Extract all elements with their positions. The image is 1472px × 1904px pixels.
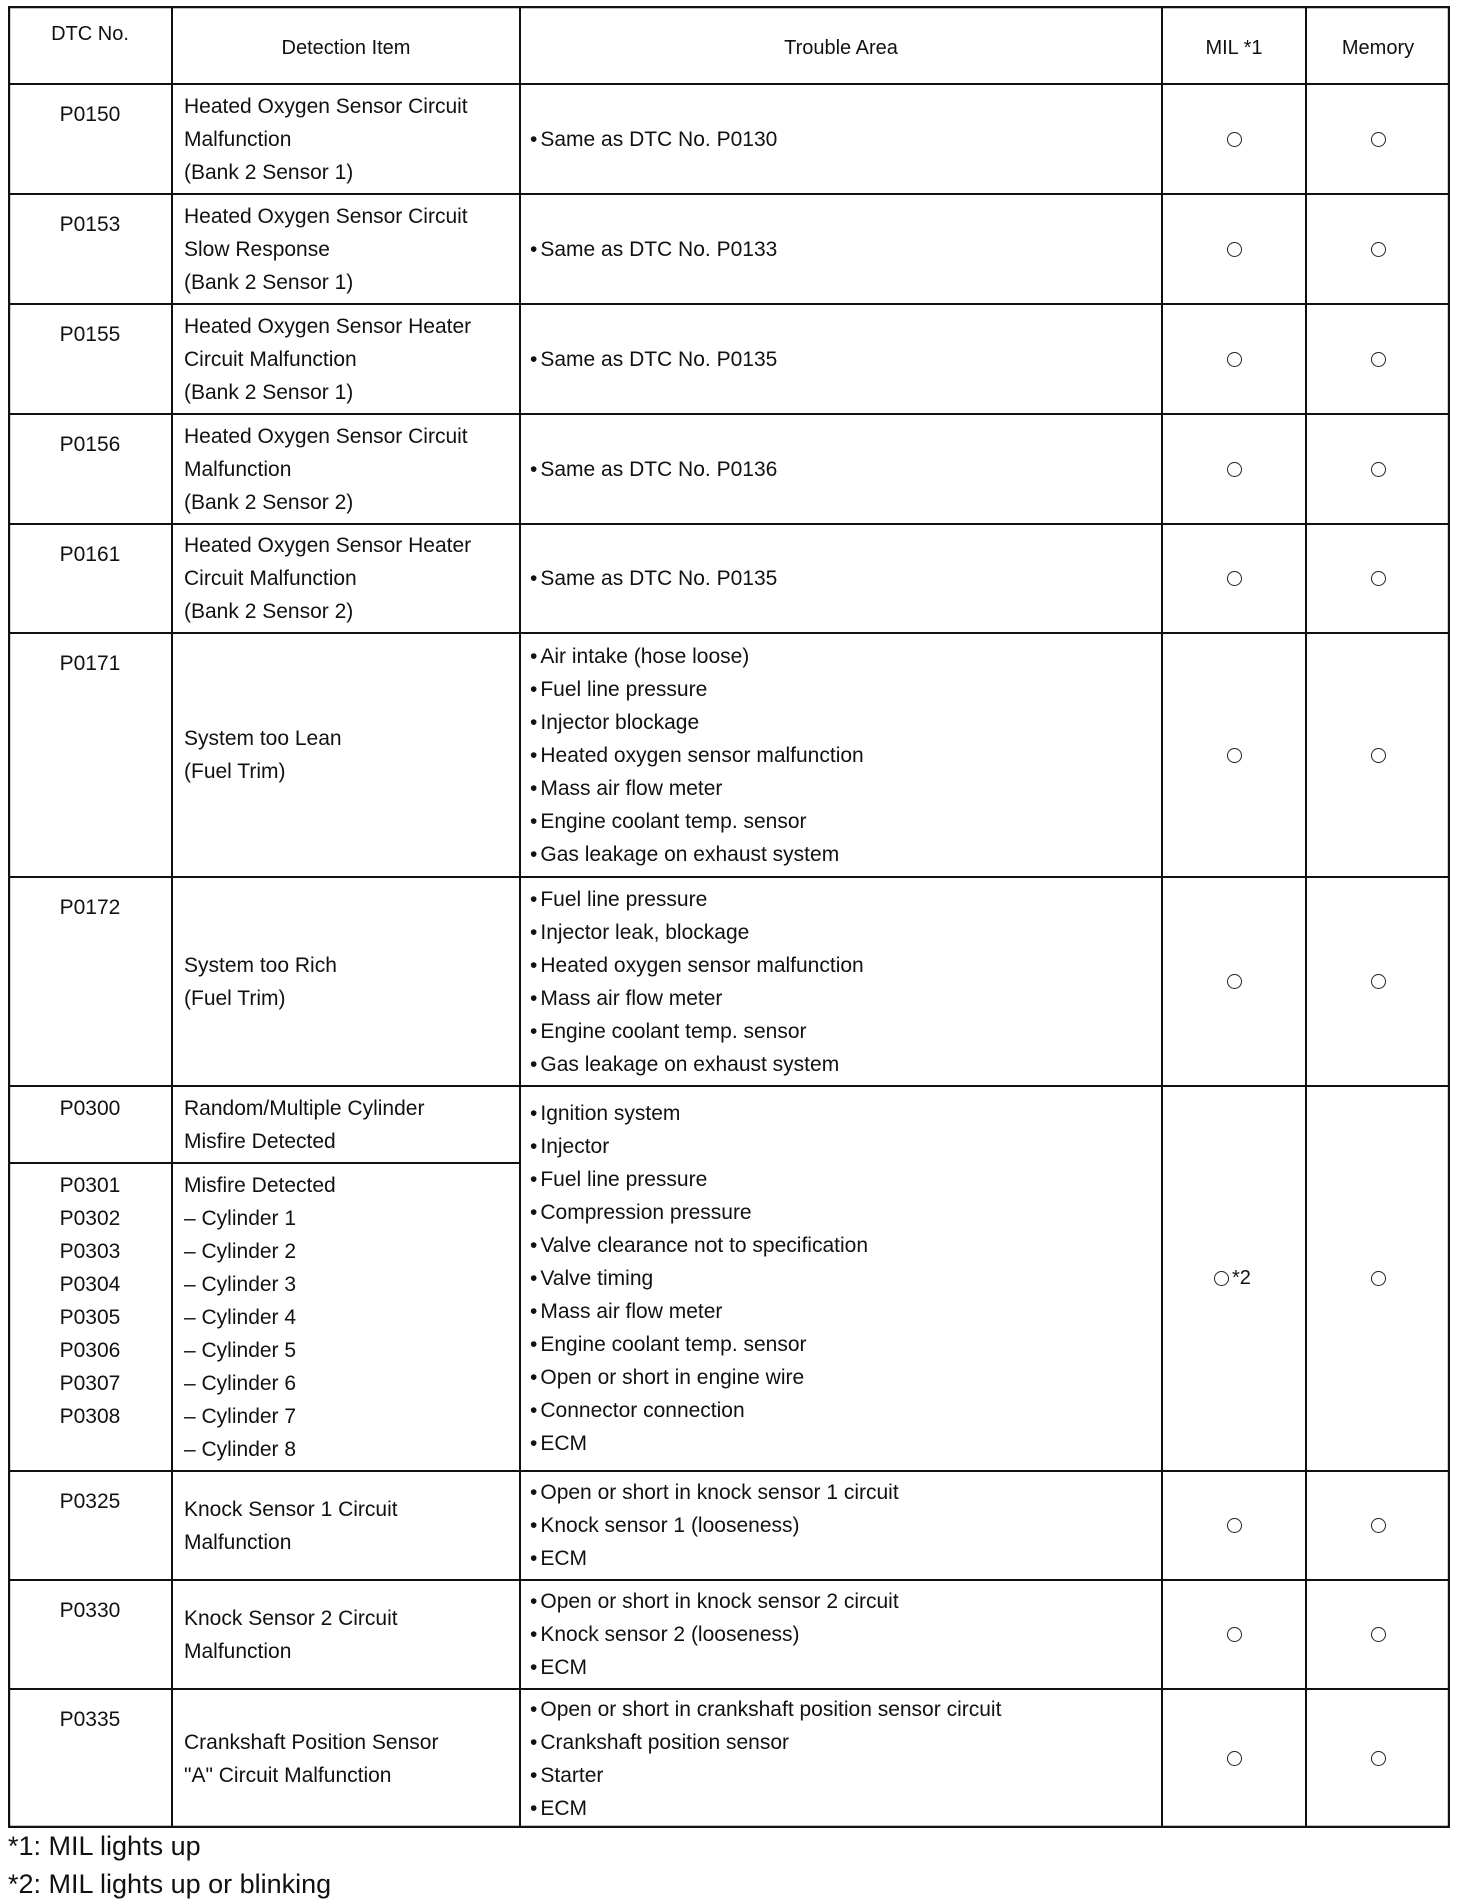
trouble-area-item: • Air intake (hose loose)	[530, 640, 749, 673]
mil-circle-icon	[1227, 242, 1242, 257]
dtc-code: P0306	[59, 1339, 121, 1362]
detection-item: – Cylinder 8	[184, 1438, 297, 1461]
dtc-code: P0302	[59, 1207, 121, 1230]
trouble-area-item: • Open or short in crankshaft position sensor circuit	[530, 1693, 1001, 1726]
header-area: Trouble Area	[784, 37, 898, 59]
detection-item: Crankshaft Position Sensor	[184, 1730, 439, 1754]
memory-circle-icon	[1371, 748, 1386, 763]
dtc-code: P0325	[59, 1490, 121, 1513]
trouble-area-item: • Mass air flow meter	[530, 772, 722, 805]
detection-item: (Bank 2 Sensor 1)	[184, 270, 354, 294]
dtc-code: P0301	[59, 1174, 121, 1197]
detection-item: (Bank 2 Sensor 1)	[184, 160, 354, 184]
detection-item: – Cylinder 3	[184, 1273, 297, 1296]
memory-circle-icon	[1371, 1751, 1386, 1766]
mil-note: *2	[1232, 1267, 1251, 1289]
detection-item: – Cylinder 2	[184, 1240, 297, 1263]
trouble-area-item: • Open or short in knock sensor 1 circuit	[530, 1476, 899, 1509]
trouble-area-item: • ECM	[530, 1651, 587, 1684]
detection-item: (Bank 2 Sensor 2)	[184, 490, 354, 514]
detection-item: Knock Sensor 1 Circuit	[184, 1497, 398, 1521]
memory-circle-icon	[1371, 242, 1386, 257]
detection-item: Malfunction	[184, 1530, 292, 1554]
dtc-code: P0304	[59, 1273, 121, 1296]
memory-circle-icon	[1371, 352, 1386, 367]
detection-item: (Bank 2 Sensor 1)	[184, 380, 354, 404]
trouble-area-item: • Fuel line pressure	[530, 673, 707, 706]
mil-circle-icon	[1227, 352, 1242, 367]
memory-circle-icon	[1371, 1271, 1386, 1286]
dtc-code: P0171	[59, 652, 121, 675]
detection-item: Heated Oxygen Sensor Circuit	[184, 204, 468, 228]
detection-item: – Cylinder 4	[184, 1306, 297, 1329]
trouble-area-item: • Open or short in engine wire	[530, 1361, 804, 1394]
mil-circle-icon	[1227, 132, 1242, 147]
dtc-code: P0156	[59, 433, 121, 456]
trouble-area-item: • Mass air flow meter	[530, 982, 722, 1015]
trouble-area-item: • Ignition system	[530, 1097, 680, 1130]
detection-item: Random/Multiple Cylinder	[184, 1097, 425, 1120]
detection-item: System too Lean	[184, 727, 342, 750]
trouble-area-item: • Engine coolant temp. sensor	[530, 1015, 807, 1048]
detection-item: Slow Response	[184, 237, 330, 261]
dtc-code: P0172	[59, 896, 121, 919]
trouble-area-item: • Injector leak, blockage	[530, 916, 749, 949]
trouble-area-item: • Compression pressure	[530, 1196, 752, 1229]
detection-item: Heated Oxygen Sensor Heater	[184, 534, 472, 557]
footnote-2: *2: MIL lights up or blinking	[8, 1869, 332, 1899]
detection-item: Misfire Detected	[184, 1130, 336, 1153]
trouble-area-item: • Engine coolant temp. sensor	[530, 805, 807, 838]
trouble-area-item: • Starter	[530, 1759, 603, 1792]
detection-item: – Cylinder 5	[184, 1339, 297, 1362]
detection-item: Circuit Malfunction	[184, 567, 357, 590]
dtc-table	[8, 6, 1450, 1828]
trouble-area-item: • Fuel line pressure	[530, 883, 707, 916]
trouble-area-item: • Same as DTC No. P0136	[530, 453, 777, 486]
detection-item: – Cylinder 6	[184, 1372, 297, 1395]
header-dtc: DTC No.	[51, 23, 129, 45]
trouble-area-item: • Knock sensor 1 (looseness)	[530, 1509, 800, 1542]
mil-circle-icon	[1227, 462, 1242, 477]
trouble-area-item: • ECM	[530, 1792, 587, 1825]
trouble-area-item: • Same as DTC No. P0135	[530, 562, 777, 595]
detection-item: System too Rich	[184, 953, 337, 977]
detection-item: Heated Oxygen Sensor Heater	[184, 314, 472, 338]
dtc-code: P0305	[59, 1306, 121, 1329]
dtc-code: P0161	[59, 543, 121, 566]
trouble-area-item: • Mass air flow meter	[530, 1295, 722, 1328]
trouble-area-item: • Connector connection	[530, 1394, 745, 1427]
trouble-area-item: • Injector blockage	[530, 706, 699, 739]
trouble-area-item: • Heated oxygen sensor malfunction	[530, 739, 864, 772]
dtc-code: P0153	[59, 213, 121, 236]
memory-circle-icon	[1371, 1627, 1386, 1642]
dtc-code: P0155	[59, 323, 121, 346]
trouble-area-item: • Open or short in knock sensor 2 circuit	[530, 1585, 899, 1618]
detection-item: Malfunction	[184, 127, 292, 151]
memory-circle-icon	[1371, 462, 1386, 477]
trouble-area-item: • Gas leakage on exhaust system	[530, 838, 839, 871]
mil-circle-icon	[1227, 748, 1242, 763]
detection-item: – Cylinder 1	[184, 1207, 297, 1230]
trouble-area-item: • Fuel line pressure	[530, 1163, 707, 1196]
dtc-code: P0303	[59, 1240, 121, 1263]
trouble-area-item: • Same as DTC No. P0130	[530, 123, 777, 156]
dtc-code: P0300	[59, 1097, 121, 1120]
trouble-area-item: • Engine coolant temp. sensor	[530, 1328, 807, 1361]
detection-item: Malfunction	[184, 457, 292, 481]
mil-circle-icon	[1227, 1627, 1242, 1642]
trouble-area-item: • Gas leakage on exhaust system	[530, 1048, 839, 1081]
detection-item: Malfunction	[184, 1639, 292, 1663]
header-mil: MIL *1	[1205, 37, 1263, 59]
detection-item: Heated Oxygen Sensor Circuit	[184, 424, 468, 448]
detection-item: (Fuel Trim)	[184, 986, 286, 1010]
header-item: Detection Item	[281, 37, 411, 59]
dtc-code: P0150	[59, 103, 121, 126]
trouble-area-item: • Same as DTC No. P0133	[530, 233, 777, 266]
trouble-area-item: • Valve timing	[530, 1262, 653, 1295]
footnote-1: *1: MIL lights up	[8, 1831, 201, 1861]
trouble-area-item: • ECM	[530, 1542, 587, 1575]
detection-item: Heated Oxygen Sensor Circuit	[184, 94, 468, 118]
detection-item: (Fuel Trim)	[184, 760, 286, 783]
mil-circle-icon	[1227, 1518, 1242, 1533]
dtc-code: P0308	[59, 1405, 121, 1428]
trouble-area-item: • Injector	[530, 1130, 609, 1163]
trouble-area-item: • Knock sensor 2 (looseness)	[530, 1618, 800, 1651]
header-memory: Memory	[1341, 37, 1415, 59]
detection-item: "A" Circuit Malfunction	[184, 1763, 392, 1787]
memory-circle-icon	[1371, 571, 1386, 586]
detection-item: Knock Sensor 2 Circuit	[184, 1606, 398, 1630]
mil-circle-icon	[1227, 571, 1242, 586]
mil-circle-icon	[1227, 974, 1242, 989]
trouble-area-item: • Crankshaft position sensor	[530, 1726, 789, 1759]
dtc-code: P0307	[59, 1372, 121, 1395]
mil-circle-icon	[1214, 1271, 1229, 1286]
detection-item: Misfire Detected	[184, 1174, 336, 1197]
trouble-area-item: • Heated oxygen sensor malfunction	[530, 949, 864, 982]
mil-circle-icon	[1227, 1751, 1242, 1766]
trouble-area-item: • Valve clearance not to specification	[530, 1229, 868, 1262]
detection-item: – Cylinder 7	[184, 1405, 297, 1428]
detection-item: (Bank 2 Sensor 2)	[184, 600, 354, 623]
detection-item: Circuit Malfunction	[184, 347, 357, 371]
memory-circle-icon	[1371, 1518, 1386, 1533]
memory-circle-icon	[1371, 974, 1386, 989]
trouble-area-item: • Same as DTC No. P0135	[530, 343, 777, 376]
trouble-area-item: • ECM	[530, 1427, 587, 1460]
memory-circle-icon	[1371, 132, 1386, 147]
dtc-code: P0330	[59, 1599, 121, 1622]
dtc-code: P0335	[59, 1708, 121, 1731]
